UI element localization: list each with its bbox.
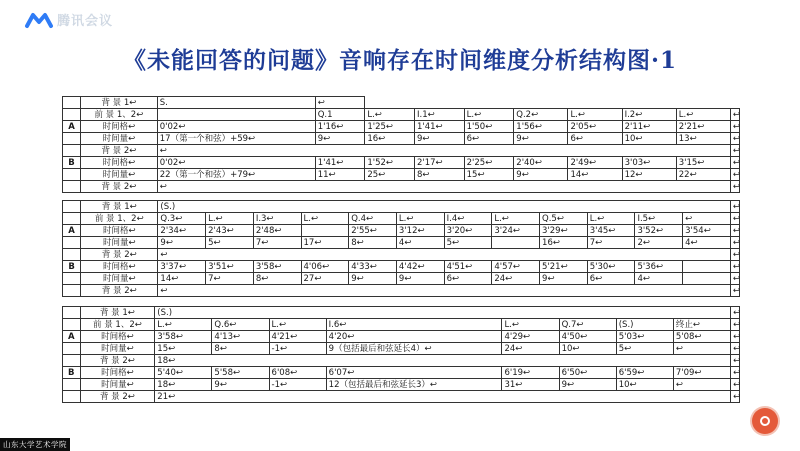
- structure-table: [62, 200, 740, 297]
- table-cell: 27↩: [301, 273, 349, 285]
- record-button[interactable]: [752, 408, 778, 434]
- table-cell: 8↩: [415, 169, 465, 181]
- table-cell: 3'52↩: [635, 225, 683, 237]
- table-row: [63, 379, 740, 391]
- table-cell: ↩: [730, 213, 739, 225]
- group-label: [63, 343, 81, 355]
- row-label: 背 景 2↩: [80, 355, 155, 367]
- table-cell: 10↩: [622, 133, 676, 145]
- background-line-cell: ↩: [158, 249, 730, 261]
- table-cell: 2'49↩: [568, 157, 622, 169]
- structure-table: [62, 96, 740, 193]
- table-cell: 5'36↩: [635, 261, 683, 273]
- group-label: [63, 379, 81, 391]
- table-cell: 12↩: [622, 169, 676, 181]
- table-cell: 3'58↩: [155, 331, 212, 343]
- table-cell: 12（包括最后和弦延长3）↩: [326, 379, 502, 391]
- table-cell: 25↩: [365, 169, 415, 181]
- background-line-cell: ↩: [157, 181, 730, 193]
- table-cell: 9↩: [158, 237, 206, 249]
- background-line-cell: (S.): [155, 307, 731, 319]
- table-cell: 1'50↩: [464, 121, 514, 133]
- table-cell: 15↩: [155, 343, 212, 355]
- table-cell: ↩: [730, 273, 739, 285]
- group-label: A: [63, 331, 81, 343]
- table-cell: 3'51↩: [206, 261, 254, 273]
- table-cell: Q.6↩: [212, 319, 269, 331]
- table-cell: 24↩: [502, 343, 559, 355]
- table-cell: ↩: [731, 343, 740, 355]
- group-label: [63, 201, 81, 213]
- table-cell: 3'15↩: [676, 157, 730, 169]
- institution-badge: 山东大学艺术学院: [0, 438, 70, 451]
- row-label: 背 景 2↩: [81, 249, 158, 261]
- table-row: [63, 181, 740, 193]
- table-cell: [301, 225, 349, 237]
- table-cell: [683, 261, 731, 273]
- group-label: B: [63, 261, 81, 273]
- table-cell: 4'13↩: [212, 331, 269, 343]
- background-line-cell: 18↩: [155, 355, 731, 367]
- table-cell: 6↩: [587, 273, 635, 285]
- analysis-table-3: [62, 306, 740, 403]
- table-cell: 4'50↩: [559, 331, 616, 343]
- row-label: 时间量↩: [81, 273, 158, 285]
- table-cell: 14↩: [158, 273, 206, 285]
- table-cell: ↩: [730, 109, 739, 121]
- table-cell: 5'40↩: [155, 367, 212, 379]
- group-label: [63, 237, 81, 249]
- table-cell: 2'25↩: [464, 157, 514, 169]
- table-cell: 4'06↩: [301, 261, 349, 273]
- table-cell: 3'58↩: [253, 261, 301, 273]
- table-cell: -1↩: [269, 379, 326, 391]
- table-cell: 2↩: [635, 237, 683, 249]
- table-cell: 3'12↩: [396, 225, 444, 237]
- table-cell: Q.3↩: [158, 213, 206, 225]
- table-cell: 6↩: [444, 273, 492, 285]
- table-cell: ↩: [731, 355, 740, 367]
- table-row: [63, 121, 740, 133]
- table-cell: 9↩: [415, 133, 465, 145]
- table-cell: ↩: [730, 237, 739, 249]
- table-cell: Q.7↩: [559, 319, 616, 331]
- group-label: [63, 109, 81, 121]
- group-label: A: [63, 225, 81, 237]
- table-cell: 3'29↩: [540, 225, 588, 237]
- table-cell: 9↩: [514, 169, 568, 181]
- table-cell: 5'58↩: [212, 367, 269, 379]
- table-row: [63, 285, 740, 297]
- table-cell: 9↩: [315, 133, 365, 145]
- table-cell: 6↩: [568, 133, 622, 145]
- table-cell: ↩: [731, 331, 740, 343]
- background-line-cell: ↩: [157, 145, 730, 157]
- table-cell: 4↩: [635, 273, 683, 285]
- table-row: [63, 225, 740, 237]
- table-row: [63, 261, 740, 273]
- table-cell: 终止↩: [673, 319, 730, 331]
- table-cell: I.5↩: [635, 213, 683, 225]
- row-label: 背 景 1↩: [81, 201, 158, 213]
- table-cell: I.2↩: [622, 109, 676, 121]
- table-cell: 5↩: [206, 237, 254, 249]
- table-cell: 5'21↩: [540, 261, 588, 273]
- table-cell: L.↩: [301, 213, 349, 225]
- group-label: [63, 285, 81, 297]
- table-cell: 1'56↩: [514, 121, 568, 133]
- table-row: [63, 307, 740, 319]
- group-label: [63, 249, 81, 261]
- table-row: [63, 97, 740, 109]
- group-label: [63, 355, 81, 367]
- table-cell: ↩: [315, 97, 365, 109]
- table-cell: Q.5↩: [540, 213, 588, 225]
- table-cell: 0'02↩: [157, 157, 315, 169]
- background-line-cell: ↩: [158, 285, 730, 297]
- row-label: 时间量↩: [81, 237, 158, 249]
- background-line-cell: S.: [157, 97, 315, 109]
- table-cell: ↩: [731, 307, 740, 319]
- row-label: 背 景 1↩: [81, 97, 158, 109]
- table-cell: 15↩: [464, 169, 514, 181]
- table-cell: 2'48↩: [253, 225, 301, 237]
- table-row: [63, 213, 740, 225]
- table-row: [63, 367, 740, 379]
- table-cell: (S.): [616, 319, 673, 331]
- group-label: B: [63, 367, 81, 379]
- background-line-cell: (S.): [158, 201, 730, 213]
- table-cell: 22↩: [676, 169, 730, 181]
- table-cell: 2'55↩: [349, 225, 397, 237]
- table-cell: 3'20↩: [444, 225, 492, 237]
- table-cell: 1'16↩: [315, 121, 365, 133]
- table-cell: 3'54↩: [683, 225, 731, 237]
- table-cell: 13↩: [676, 133, 730, 145]
- table-row: [63, 145, 740, 157]
- table-cell: ↩: [730, 225, 739, 237]
- table-cell: ↩: [730, 181, 739, 193]
- table-cell: [157, 109, 315, 121]
- table-cell: ↩: [731, 379, 740, 391]
- table-cell: 18↩: [155, 379, 212, 391]
- table-cell: 16↩: [540, 237, 588, 249]
- table-cell: 6'07↩: [326, 367, 502, 379]
- table-cell: ↩: [730, 145, 739, 157]
- table-cell: 2'17↩: [415, 157, 465, 169]
- table-cell: 4'57↩: [492, 261, 540, 273]
- table-cell: L.↩: [464, 109, 514, 121]
- table-cell: 7↩: [253, 237, 301, 249]
- table-cell: 5↩: [616, 343, 673, 355]
- group-label: A: [63, 121, 81, 133]
- table-cell: I.3↩: [253, 213, 301, 225]
- table-cell: 9↩: [349, 273, 397, 285]
- table-cell: 2'40↩: [514, 157, 568, 169]
- table-cell: ↩: [730, 157, 739, 169]
- group-label: [63, 181, 81, 193]
- table-row: [63, 391, 740, 403]
- table-cell: 4'51↩: [444, 261, 492, 273]
- row-label: 时间格↩: [81, 157, 158, 169]
- table-cell: 4↩: [396, 237, 444, 249]
- table-cell: I.4↩: [444, 213, 492, 225]
- table-cell: ↩: [730, 133, 739, 145]
- table-row: [63, 355, 740, 367]
- table-cell: 6'19↩: [502, 367, 559, 379]
- table-cell: L.↩: [206, 213, 254, 225]
- table-cell: 0'02↩: [157, 121, 315, 133]
- table-cell: -1↩: [269, 343, 326, 355]
- table-cell: ↩: [730, 121, 739, 133]
- table-cell: 17↩: [301, 237, 349, 249]
- group-label: [63, 133, 81, 145]
- row-label: 前 景 1、2↩: [81, 213, 158, 225]
- group-label: [63, 169, 81, 181]
- row-label: 背 景 1↩: [80, 307, 155, 319]
- table-cell: 9↩: [396, 273, 444, 285]
- table-cell: 8↩: [212, 343, 269, 355]
- row-label: 时间格↩: [81, 121, 158, 133]
- table-cell: 3'45↩: [587, 225, 635, 237]
- table-cell: L.↩: [568, 109, 622, 121]
- table-cell: 3'24↩: [492, 225, 540, 237]
- table-cell: 6'59↩: [616, 367, 673, 379]
- table-cell: I.6↩: [326, 319, 502, 331]
- table-cell: 3'37↩: [158, 261, 206, 273]
- table-cell: L.↩: [269, 319, 326, 331]
- row-label: 时间格↩: [80, 367, 155, 379]
- table-cell: 1'41↩: [315, 157, 365, 169]
- table-row: [63, 343, 740, 355]
- table-cell: Q.4↩: [349, 213, 397, 225]
- table-cell: L.↩: [365, 109, 415, 121]
- group-label: [63, 213, 81, 225]
- table-cell: Q.2↩: [514, 109, 568, 121]
- table-cell: ↩: [731, 391, 740, 403]
- table-cell: ↩: [730, 169, 739, 181]
- table-cell: 9↩: [540, 273, 588, 285]
- table-cell: 8↩: [349, 237, 397, 249]
- group-label: B: [63, 157, 81, 169]
- table-cell: 14↩: [568, 169, 622, 181]
- table-cell: 9↩: [559, 379, 616, 391]
- row-label: 时间格↩: [81, 225, 158, 237]
- table-cell: 5↩: [444, 237, 492, 249]
- row-label: 前 景 1、2↩: [80, 319, 155, 331]
- table-row: [63, 157, 740, 169]
- table-row: [63, 201, 740, 213]
- record-icon: [759, 415, 771, 427]
- analysis-table-1: [62, 96, 740, 193]
- table-cell: 7↩: [587, 237, 635, 249]
- table-cell: 10↩: [559, 343, 616, 355]
- table-cell: ↩: [730, 249, 739, 261]
- table-cell: ↩: [730, 261, 739, 273]
- table-cell: L.↩: [502, 319, 559, 331]
- table-cell: 9↩: [514, 133, 568, 145]
- table-row: [63, 331, 740, 343]
- table-cell: 10↩: [616, 379, 673, 391]
- analysis-table-2: [62, 200, 740, 297]
- structure-table: [62, 306, 740, 403]
- table-cell: 6'08↩: [269, 367, 326, 379]
- row-label: 时间格↩: [80, 331, 155, 343]
- table-row: [63, 319, 740, 331]
- group-label: [63, 319, 81, 331]
- group-label: [63, 391, 81, 403]
- table-cell: [683, 273, 731, 285]
- table-cell: 24↩: [492, 273, 540, 285]
- row-label: 时间量↩: [80, 379, 155, 391]
- table-cell: 11↩: [315, 169, 365, 181]
- table-cell: 2'05↩: [568, 121, 622, 133]
- table-cell: 4'21↩: [269, 331, 326, 343]
- table-cell: 7'09↩: [673, 367, 730, 379]
- table-cell: 16↩: [365, 133, 415, 145]
- table-cell: L.↩: [396, 213, 444, 225]
- row-label: 背 景 2↩: [81, 145, 158, 157]
- table-cell: 2'34↩: [158, 225, 206, 237]
- row-label: 背 景 2↩: [81, 181, 158, 193]
- app-name: 腾讯会议: [57, 14, 114, 29]
- table-cell: 17（第一个和弦）+59↩: [157, 133, 315, 145]
- table-cell: 4'29↩: [502, 331, 559, 343]
- table-row: [63, 109, 740, 121]
- table-cell: 2'43↩: [206, 225, 254, 237]
- table-cell: 5'08↩: [673, 331, 730, 343]
- table-cell: 4↩: [683, 237, 731, 249]
- table-cell: ↩: [730, 201, 739, 213]
- table-cell: 4'33↩: [349, 261, 397, 273]
- group-label: [63, 97, 81, 109]
- table-cell: 3'03↩: [622, 157, 676, 169]
- table-cell: 2'21↩: [676, 121, 730, 133]
- table-cell: 1'41↩: [415, 121, 465, 133]
- table-cell: 5'30↩: [587, 261, 635, 273]
- background-line-cell: 21↩: [155, 391, 731, 403]
- table-cell: 7↩: [206, 273, 254, 285]
- table-cell: [492, 237, 540, 249]
- row-label: 时间格↩: [81, 261, 158, 273]
- table-cell: I.1↩: [415, 109, 465, 121]
- table-cell: ↩: [730, 285, 739, 297]
- table-cell: 9↩: [212, 379, 269, 391]
- slide-title: 《未能回答的问题》音响存在时间维度分析结构图·1: [122, 47, 677, 74]
- row-label: 背 景 2↩: [81, 285, 158, 297]
- table-cell: 9（包括最后和弦延长4）↩: [326, 343, 502, 355]
- table-cell: L.↩: [155, 319, 212, 331]
- row-label: 时间量↩: [81, 133, 158, 145]
- table-cell: ↩: [673, 379, 730, 391]
- table-cell: 2'11↩: [622, 121, 676, 133]
- table-cell: ↩: [731, 367, 740, 379]
- table-cell: 1'25↩: [365, 121, 415, 133]
- table-cell: 22（第一个和弦）+79↩: [157, 169, 315, 181]
- group-label: [63, 145, 81, 157]
- row-label: 时间量↩: [80, 343, 155, 355]
- app-logo: [25, 10, 113, 29]
- table-cell: 1'52↩: [365, 157, 415, 169]
- table-cell: 8↩: [253, 273, 301, 285]
- table-cell: 6'50↩: [559, 367, 616, 379]
- table-cell: ↩: [673, 343, 730, 355]
- table-row: [63, 237, 740, 249]
- table-cell: 31↩: [502, 379, 559, 391]
- table-cell: 5'03↩: [616, 331, 673, 343]
- table-row: [63, 169, 740, 181]
- table-cell: L.↩: [587, 213, 635, 225]
- table-cell: 4'42↩: [396, 261, 444, 273]
- table-cell: L.↩: [492, 213, 540, 225]
- table-cell: 6↩: [464, 133, 514, 145]
- row-label: 时间量↩: [81, 169, 158, 181]
- table-cell: Q.1: [315, 109, 365, 121]
- table-row: [63, 133, 740, 145]
- table-cell: L.↩: [676, 109, 730, 121]
- group-label: [63, 273, 81, 285]
- logo-m-icon: [25, 12, 53, 28]
- table-row: [63, 273, 740, 285]
- table-cell: ↩: [731, 319, 740, 331]
- table-row: [63, 249, 740, 261]
- table-cell: ↩: [683, 213, 731, 225]
- table-cell: 4'20↩: [326, 331, 502, 343]
- row-label: 背 景 2↩: [80, 391, 155, 403]
- row-label: 前 景 1、2↩: [81, 109, 158, 121]
- group-label: [63, 307, 81, 319]
